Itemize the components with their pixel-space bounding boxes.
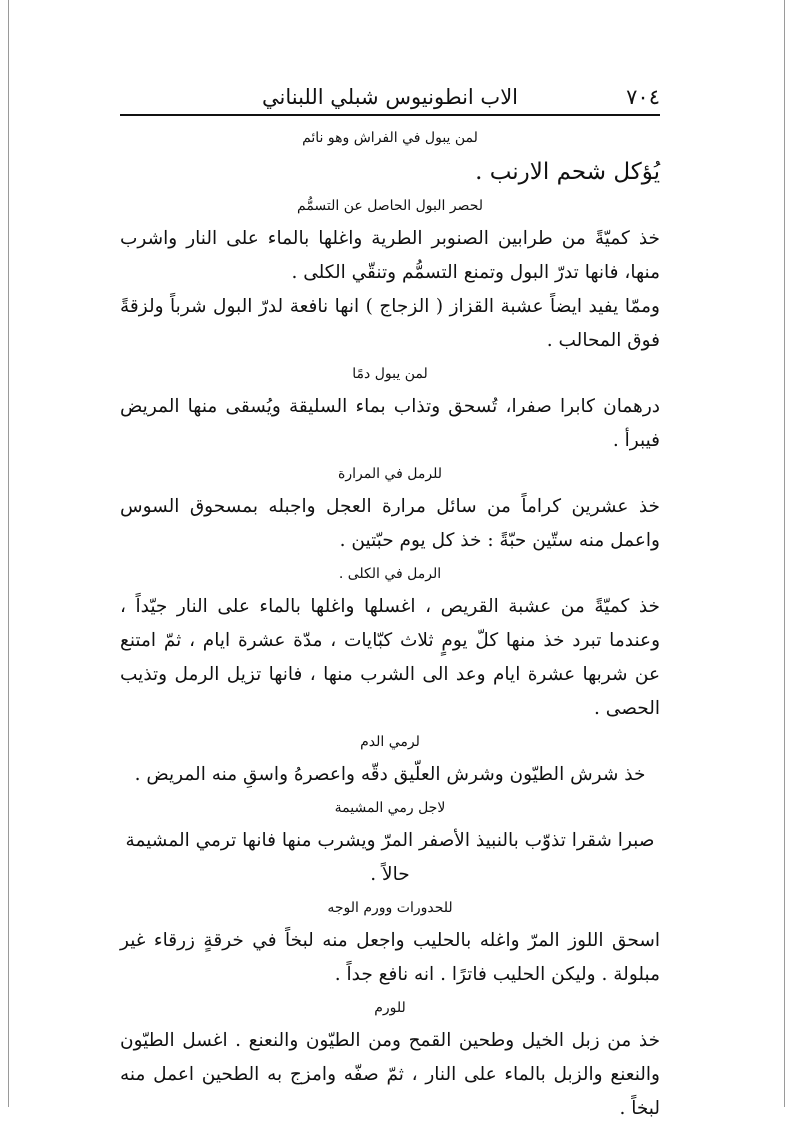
remedy-paragraph: خذ شرش الطيّون وشرش العلّيق دقّه واعصرهُ واسقِ منه المريض .	[134, 764, 646, 785]
section-heading: لاجل رمي المشيمة	[334, 800, 446, 816]
section-heading: لحصر البول الحاصل عن التسمُّم	[297, 198, 483, 214]
remedy-paragraph: درهمان كابرا صفرا، تُسحق وتذاب بماء السليقة ويُسقى منها المريض فيبرأ .	[120, 396, 660, 451]
section	[120, 730, 660, 792]
section	[120, 194, 660, 358]
section	[120, 562, 660, 726]
running-header	[120, 78, 660, 116]
section	[120, 362, 660, 458]
section	[120, 462, 660, 558]
section-heading: الرمل في الكلى .	[338, 566, 442, 582]
remedy-paragraph: صبرا شقرا تذوّب بالنبيذ الأصفر المرّ ويشرب منها فانها ترمي المشيمة حالاً .	[125, 830, 655, 885]
section-heading: للورم	[374, 1000, 406, 1016]
page-edge-right	[784, 0, 785, 1107]
section	[120, 796, 660, 892]
section-heading: للرمل في المرارة	[338, 466, 442, 482]
remedy-paragraph: وممّا يفيد ايضاً عشبة القزاز ( الزجاج ) انها نافعة لدرّ البول شرباً ولزقةً فوق المحالب .	[120, 296, 660, 351]
section-heading: لمن يبول في الفراش وهو نائم	[302, 130, 478, 146]
page-number: ٧٠٤	[626, 85, 660, 109]
section	[120, 126, 660, 190]
page-edge-left	[8, 0, 9, 1107]
document-page	[120, 78, 660, 1130]
section-heading: لرمي الدم	[360, 734, 420, 750]
remedy-paragraph: اسحق اللوز المرّ واغله بالحليب واجعل منه لبخاً في خرقةٍ زرقاء غير مبلولة . وليكن الحليب فاترًا . انه نافع جداً .	[120, 930, 660, 985]
remedy-paragraph: خذ من زبل الخيل وطحين القمح ومن الطيّون والنعنع . اغسل الطيّون والنعنع والزبل بالماء على النار ، ثمّ صفّه وامزج به الطحين اعمل منه لبخاً .	[120, 1030, 660, 1119]
remedy-paragraph: خذ عشرين كراماً من سائل مرارة العجل واجبله بمسحوق السوس واعمل منه ستّين حبّةً : خذ كل يوم حبّتين .	[120, 496, 660, 551]
section	[120, 896, 660, 992]
remedy-paragraph: خذ كميّةً من عشبة القريص ، اغسلها واغلها بالماء على النار جيّداً ، وعندما تبرد خذ منها كلّ يومٍ ثلاث كبّايات ، مدّة عشرة ايام ، ثمّ امتنع عن شربها عشرة ايام وعد الى الشرب منها ، فانها تزيل الرمل وتذيب الحصى .	[120, 596, 660, 719]
remedy-paragraph: يُؤكل شحم الارنب .	[475, 159, 660, 185]
running-title: الاب انطونيوس شبلي اللبناني	[261, 85, 519, 109]
remedy-paragraph: خذ كميّةً من طرابين الصنوبر الطرية واغلها بالماء على النار واشرب منها، فانها تدرّ البول وتمنع التسمُّم وتنقّي الكلى .	[120, 228, 660, 283]
section-heading: للحدورات وورم الوجه	[327, 900, 453, 916]
section-heading: لمن يبول دمًا	[352, 366, 428, 382]
